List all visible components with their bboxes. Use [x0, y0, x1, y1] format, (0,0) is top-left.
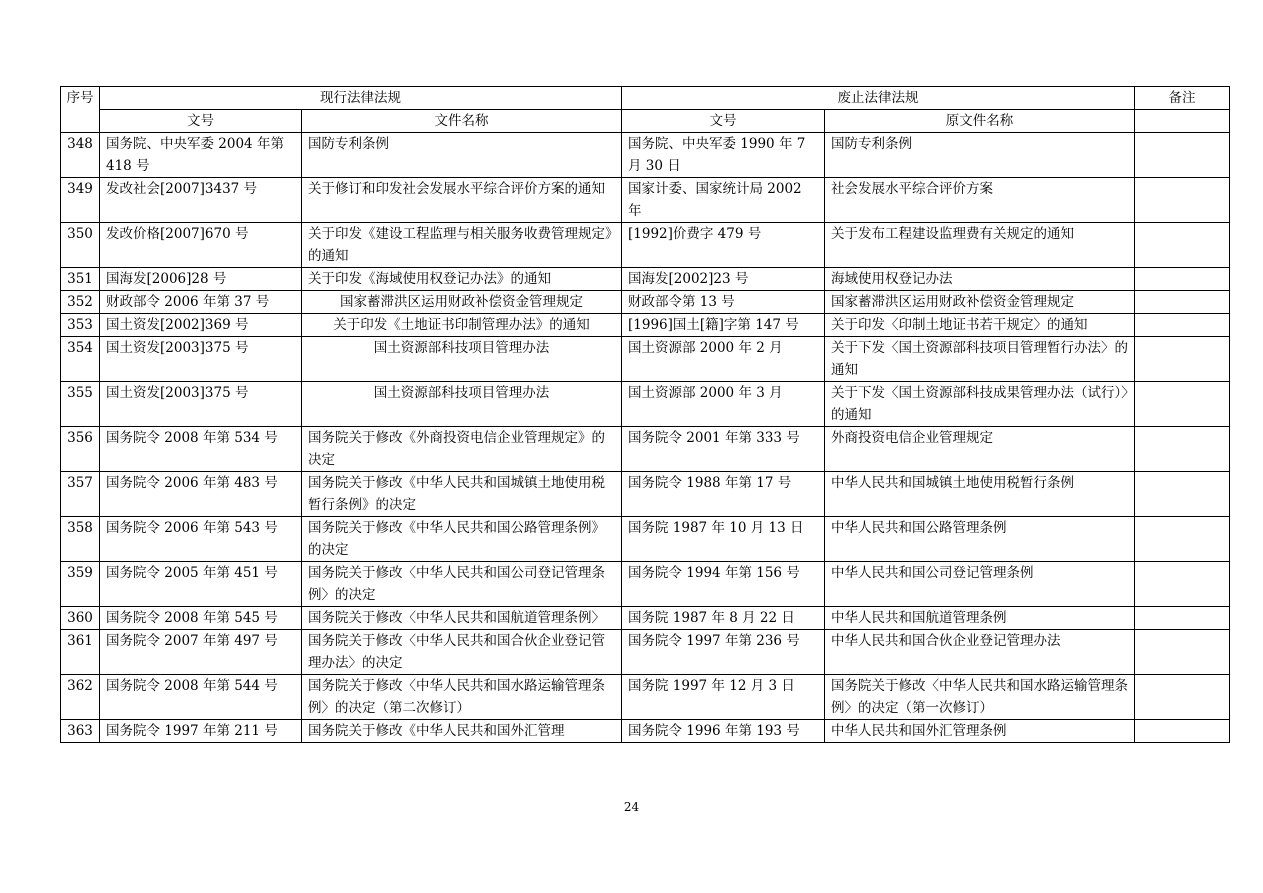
cell-remark	[1135, 382, 1230, 427]
cell-seq: 356	[61, 427, 100, 472]
cell-remark	[1135, 517, 1230, 562]
cell-repealed-doc-name: 社会发展水平综合评价方案	[825, 178, 1135, 223]
table-body	[61, 133, 1230, 743]
table-row	[61, 178, 1230, 223]
cell-repealed-doc-no: 国务院令 2001 年第 333 号	[622, 427, 825, 472]
cell-current-doc-name: 国土资源部科技项目管理办法	[302, 382, 622, 427]
cell-remark	[1135, 427, 1230, 472]
cell-repealed-doc-no: 国务院令 1994 年第 156 号	[622, 562, 825, 607]
cell-repealed-doc-name: 外商投资电信企业管理规定	[825, 427, 1135, 472]
cell-seq: 354	[61, 337, 100, 382]
cell-current-doc-name: 国务院关于修改《中华人民共和国外汇管理	[302, 720, 622, 743]
table-row	[61, 630, 1230, 675]
cell-repealed-doc-name: 中华人民共和国城镇土地使用税暂行条例	[825, 472, 1135, 517]
regulations-table	[60, 86, 1230, 743]
cell-repealed-doc-no: 国土资源部 2000 年 2 月	[622, 337, 825, 382]
cell-repealed-doc-no: 国务院令 1997 年第 236 号	[622, 630, 825, 675]
cell-repealed-doc-name: 关于下发〈国土资源部科技成果管理办法（试行）〉的通知	[825, 382, 1135, 427]
cell-current-doc-no: 国务院令 2006 年第 483 号	[100, 472, 302, 517]
cell-current-doc-name: 国务院关于修改《中华人民共和国公路管理条例》的决定	[302, 517, 622, 562]
page-number: 24	[623, 800, 640, 814]
cell-current-doc-name: 国务院关于修改《外商投资电信企业管理规定》的决定	[302, 427, 622, 472]
cell-repealed-doc-name: 国家蓄滞洪区运用财政补偿资金管理规定	[825, 291, 1135, 314]
table-row	[61, 517, 1230, 562]
table-row	[61, 268, 1230, 291]
cell-current-doc-name: 关于印发《海域使用权登记办法》的通知	[302, 268, 622, 291]
cell-current-doc-name: 国务院关于修改〈中华人民共和国合伙企业登记管理办法〉的决定	[302, 630, 622, 675]
cell-repealed-doc-no: 国土资源部 2000 年 3 月	[622, 382, 825, 427]
cell-seq: 362	[61, 675, 100, 720]
cell-current-doc-name: 关于印发《建设工程监理与相关服务收费管理规定》的通知	[302, 223, 622, 268]
cell-seq: 350	[61, 223, 100, 268]
cell-remark	[1135, 133, 1230, 178]
cell-remark	[1135, 675, 1230, 720]
cell-current-doc-no: 国务院令 2008 年第 544 号	[100, 675, 302, 720]
header-doc-name: 文件名称	[302, 110, 622, 133]
cell-repealed-doc-no: 国海发[2002]23 号	[622, 268, 825, 291]
cell-current-doc-no: 国务院令 2008 年第 545 号	[100, 607, 302, 630]
cell-remark	[1135, 562, 1230, 607]
cell-repealed-doc-no: 国务院、中央军委 1990 年 7 月 30 日	[622, 133, 825, 178]
cell-repealed-doc-name: 关于发布工程建设监理费有关规定的通知	[825, 223, 1135, 268]
cell-repealed-doc-name: 中华人民共和国合伙企业登记管理办法	[825, 630, 1135, 675]
cell-seq: 353	[61, 314, 100, 337]
cell-seq: 359	[61, 562, 100, 607]
table-row	[61, 472, 1230, 517]
cell-repealed-doc-no: 财政部令第 13 号	[622, 291, 825, 314]
cell-current-doc-no: 国务院令 2008 年第 534 号	[100, 427, 302, 472]
cell-repealed-doc-name: 关于下发〈国土资源部科技项目管理暂行办法〉的通知	[825, 337, 1135, 382]
table-header	[61, 87, 1230, 133]
table-row	[61, 675, 1230, 720]
header-seq: 序号	[61, 87, 100, 133]
cell-current-doc-name: 国务院关于修改〈中华人民共和国航道管理条例〉	[302, 607, 622, 630]
cell-seq: 363	[61, 720, 100, 743]
table-row	[61, 133, 1230, 178]
cell-current-doc-no: 国土资发[2003]375 号	[100, 337, 302, 382]
cell-repealed-doc-name: 中华人民共和国航道管理条例	[825, 607, 1135, 630]
cell-seq: 349	[61, 178, 100, 223]
header-doc-name-old: 原文件名称	[825, 110, 1135, 133]
cell-remark	[1135, 178, 1230, 223]
cell-repealed-doc-no: [1992]价费字 479 号	[622, 223, 825, 268]
cell-repealed-doc-no: 国务院 1997 年 12 月 3 日	[622, 675, 825, 720]
cell-current-doc-no: 国土资发[2002]369 号	[100, 314, 302, 337]
table-row	[61, 314, 1230, 337]
cell-current-doc-name: 国家蓄滞洪区运用财政补偿资金管理规定	[302, 291, 622, 314]
cell-repealed-doc-no: [1996]国土[籍]字第 147 号	[622, 314, 825, 337]
header-current-group: 现行法律法规	[100, 87, 622, 110]
cell-current-doc-name: 国土资源部科技项目管理办法	[302, 337, 622, 382]
table-row	[61, 382, 1230, 427]
cell-remark	[1135, 314, 1230, 337]
cell-current-doc-no: 财政部令 2006 年第 37 号	[100, 291, 302, 314]
cell-repealed-doc-name: 国务院关于修改〈中华人民共和国水路运输管理条例〉的决定（第一次修订）	[825, 675, 1135, 720]
cell-current-doc-no: 国土资发[2003]375 号	[100, 382, 302, 427]
table-row	[61, 562, 1230, 607]
table-row	[61, 427, 1230, 472]
cell-repealed-doc-name: 中华人民共和国公司登记管理条例	[825, 562, 1135, 607]
header-doc-no-old: 文号	[622, 110, 825, 133]
cell-seq: 351	[61, 268, 100, 291]
table-row	[61, 337, 1230, 382]
header-doc-no: 文号	[100, 110, 302, 133]
cell-repealed-doc-no: 国务院 1987 年 8 月 22 日	[622, 607, 825, 630]
cell-current-doc-name: 关于修订和印发社会发展水平综合评价方案的通知	[302, 178, 622, 223]
cell-current-doc-no: 国务院、中央军委 2004 年第 418 号	[100, 133, 302, 178]
cell-seq: 355	[61, 382, 100, 427]
cell-remark	[1135, 268, 1230, 291]
cell-seq: 348	[61, 133, 100, 178]
cell-current-doc-no: 国务院令 2005 年第 451 号	[100, 562, 302, 607]
cell-repealed-doc-name: 海域使用权登记办法	[825, 268, 1135, 291]
cell-current-doc-no: 国务院令 2007 年第 497 号	[100, 630, 302, 675]
cell-repealed-doc-name: 中华人民共和国公路管理条例	[825, 517, 1135, 562]
cell-remark	[1135, 291, 1230, 314]
cell-seq: 361	[61, 630, 100, 675]
cell-seq: 360	[61, 607, 100, 630]
cell-repealed-doc-no: 国家计委、国家统计局 2002 年	[622, 178, 825, 223]
cell-repealed-doc-no: 国务院令 1988 年第 17 号	[622, 472, 825, 517]
cell-seq: 358	[61, 517, 100, 562]
table-row	[61, 291, 1230, 314]
header-remark-blank	[1135, 110, 1230, 133]
cell-current-doc-name: 国务院关于修改〈中华人民共和国水路运输管理条例〉的决定（第二次修订）	[302, 675, 622, 720]
cell-repealed-doc-name: 关于印发〈印制土地证书若干规定〉的通知	[825, 314, 1135, 337]
cell-remark	[1135, 607, 1230, 630]
table-row	[61, 720, 1230, 743]
table-row	[61, 607, 1230, 630]
cell-repealed-doc-name: 国防专利条例	[825, 133, 1135, 178]
cell-current-doc-no: 国务院令 2006 年第 543 号	[100, 517, 302, 562]
cell-remark	[1135, 223, 1230, 268]
table-row	[61, 223, 1230, 268]
cell-current-doc-name: 关于印发《土地证书印制管理办法》的通知	[302, 314, 622, 337]
cell-repealed-doc-name: 中华人民共和国外汇管理条例	[825, 720, 1135, 743]
header-repealed-group: 废止法律法规	[622, 87, 1135, 110]
cell-current-doc-name: 国防专利条例	[302, 133, 622, 178]
cell-remark	[1135, 630, 1230, 675]
cell-seq: 352	[61, 291, 100, 314]
cell-remark	[1135, 472, 1230, 517]
cell-remark	[1135, 337, 1230, 382]
cell-repealed-doc-no: 国务院令 1996 年第 193 号	[622, 720, 825, 743]
cell-seq: 357	[61, 472, 100, 517]
cell-current-doc-no: 发改社会[2007]3437 号	[100, 178, 302, 223]
cell-current-doc-no: 国海发[2006]28 号	[100, 268, 302, 291]
cell-repealed-doc-no: 国务院 1987 年 10 月 13 日	[622, 517, 825, 562]
header-remark: 备注	[1135, 87, 1230, 110]
cell-current-doc-name: 国务院关于修改《中华人民共和国城镇土地使用税暂行条例》的决定	[302, 472, 622, 517]
cell-remark	[1135, 720, 1230, 743]
cell-current-doc-no: 国务院令 1997 年第 211 号	[100, 720, 302, 743]
cell-current-doc-no: 发改价格[2007]670 号	[100, 223, 302, 268]
cell-current-doc-name: 国务院关于修改〈中华人民共和国公司登记管理条例〉的决定	[302, 562, 622, 607]
